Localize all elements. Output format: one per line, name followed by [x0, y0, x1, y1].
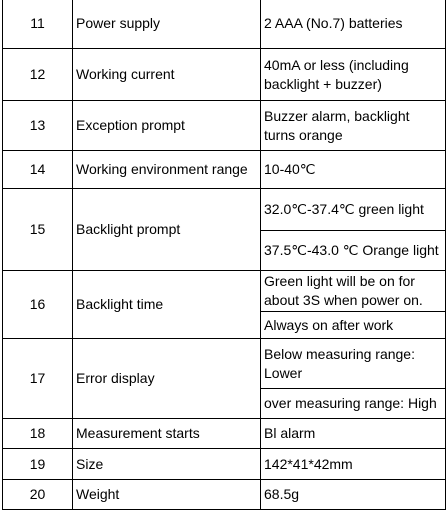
row-number: 11: [3, 0, 73, 49]
table-row: [3, 151, 446, 189]
row-number: 18: [3, 419, 73, 449]
table-row: [3, 101, 446, 151]
row-value: Always on after work: [261, 312, 446, 339]
row-value: over measuring range: High: [261, 389, 446, 419]
row-value: 40mA or less (including backlight + buzzer): [261, 49, 446, 101]
row-label: Working environment range: [73, 151, 261, 189]
row-value: 32.0℃-37.4℃ green light: [261, 189, 446, 231]
row-number: 15: [3, 189, 73, 271]
table-row: [3, 271, 446, 312]
row-value: 37.5℃-43.0 ℃ Orange light: [261, 231, 446, 271]
spec-table: [2, 0, 446, 510]
row-value: 68.5g: [261, 480, 446, 510]
row-value: 2 AAA (No.7) batteries: [261, 0, 446, 49]
table-row: [3, 419, 446, 449]
table-row: [3, 339, 446, 389]
row-number: 14: [3, 151, 73, 189]
row-label: Power supply: [73, 0, 261, 49]
table-row: [3, 449, 446, 480]
row-label: Backlight prompt: [73, 189, 261, 271]
row-label: Weight: [73, 480, 261, 510]
row-value: 10-40℃: [261, 151, 446, 189]
row-label: Working current: [73, 49, 261, 101]
table-row: [3, 189, 446, 231]
row-label: Error display: [73, 339, 261, 419]
table-row: [3, 480, 446, 510]
table-row: [3, 49, 446, 101]
table-row: [3, 0, 446, 49]
row-label: Size: [73, 449, 261, 480]
row-number: 13: [3, 101, 73, 151]
row-label: Exception prompt: [73, 101, 261, 151]
row-number: 20: [3, 480, 73, 510]
row-number: 12: [3, 49, 73, 101]
row-number: 19: [3, 449, 73, 480]
row-value: Below measuring range: Lower: [261, 339, 446, 389]
row-value: Buzzer alarm, backlight turns orange: [261, 101, 446, 151]
row-label: Backlight time: [73, 271, 261, 339]
row-number: 17: [3, 339, 73, 419]
row-value: Bl alarm: [261, 419, 446, 449]
row-number: 16: [3, 271, 73, 339]
row-label: Measurement starts: [73, 419, 261, 449]
row-value: 142*41*42mm: [261, 449, 446, 480]
row-value: Green light will be on for about 3S when power on.: [261, 271, 446, 312]
